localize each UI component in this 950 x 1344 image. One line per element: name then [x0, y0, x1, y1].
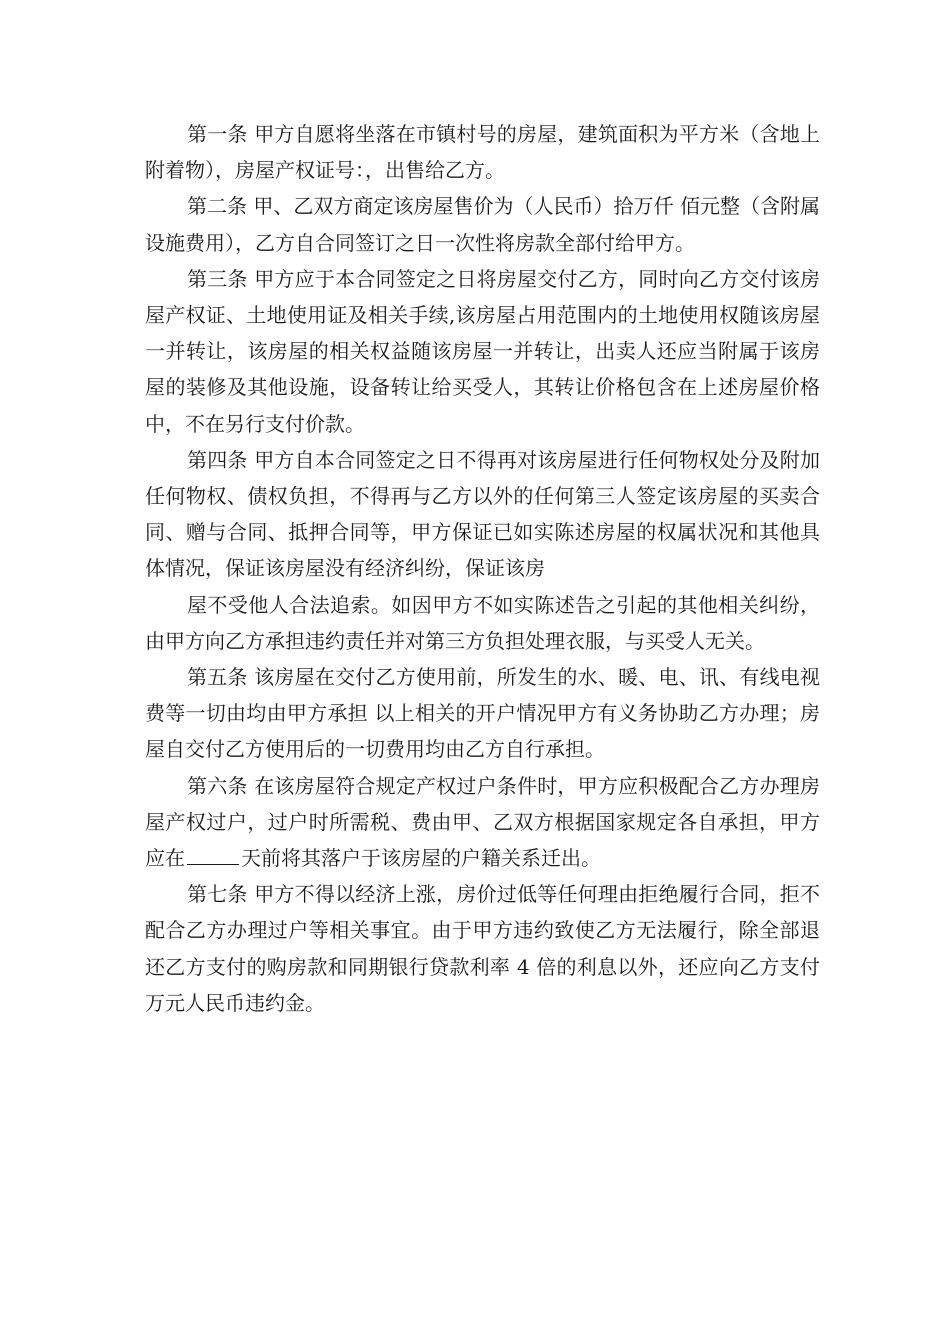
article-6-text-before-blank: 第六条 在该房屋符合规定产权过户条件时，甲方应积极配合乙方办理房屋产权过户，过户时所需税、费由甲、乙双方根据国家规定各自承担，甲方应在: [145, 773, 820, 871]
article-7: 第七条 甲方不得以经济上涨，房价过低等任何理由拒绝履行合同，拒不配合乙方办理过户等相关事宜。由于甲方违约致使乙方无法履行，除全部退还乙方支付的购房款和同期银行贷款利率 4 倍的利息以外，还应向乙方支付万元人民币违约金。: [145, 882, 820, 1015]
article-4-continued: 屋不受他人合法追索。如因甲方不如实陈述告之引起的其他相关纠纷，由甲方向乙方承担违约责任并对第三方负担处理衣服，与买受人无关。: [145, 592, 820, 653]
article-5: 第五条 该房屋在交付乙方使用前，所发生的水、暖、电、讯、有线电视费等一切由均由甲方承担 以上相关的开户情况甲方有义务协助乙方办理；房屋自交付乙方使用后的一切费用均由乙方自行承担。: [145, 665, 820, 762]
article-3: 第三条 甲方应于本合同签定之日将房屋交付乙方，同时向乙方交付该房屋产权证、土地使用证及相关手续,该房屋占用范围内的土地使用权随该房屋一并转让，该房屋的相关权益随该房屋一并转让，出卖人还应当附属于该房屋的装修及其他设施，设备转让给买受人，其转让价格包含在上述房屋价格中，不在另行支付价款。: [145, 266, 820, 436]
fill-in-blank-days: [187, 846, 239, 865]
article-2: 第二条 甲、乙双方商定该房屋售价为（人民币）拾万仟 佰元整（含附属设施费用），乙方自合同签订之日一次性将房款全部付给甲方。: [145, 194, 820, 255]
article-6-text-after-blank: 天前将其落户于该房屋的户籍关系迁出。: [241, 846, 601, 871]
article-6: [145, 768, 820, 877]
article-1: 第一条 甲方自愿将坐落在市镇村号的房屋，建筑面积为平方米（含地上附着物），房屋产权证号：，出售给乙方。: [145, 122, 820, 183]
article-4: 第四条 甲方自本合同签定之日不得再对该房屋进行任何物权处分及附加任何物权、债权负担，不得再与乙方以外的任何第三人签定该房屋的买卖合同、赠与合同、抵押合同等，甲方保证已如实陈述房屋的权属状况和其他具体情况，保证该房屋没有经济纠纷，保证该房: [145, 447, 820, 581]
contract-page: [145, 116, 820, 1021]
